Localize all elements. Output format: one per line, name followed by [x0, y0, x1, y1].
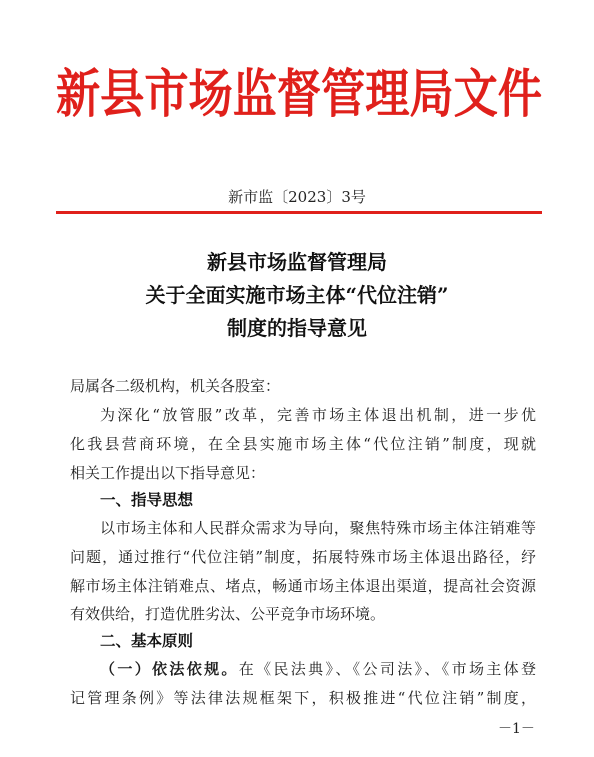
intro-line-1: 为深化“放管服”改革，完善市场主体退出机制，进一步优 [100, 406, 536, 424]
salutation: 局属各二级机构，机关各股室： [70, 377, 281, 395]
section1-line-1: 以市场主体和人民群众需求为导向，聚焦特殊市场主体注销难等 [100, 519, 536, 537]
red-divider-line [56, 211, 542, 214]
document-title-line-2: 关于全面实施市场主体“代位注销” [145, 283, 449, 307]
principle-1-line-2: 记管理条例》等法律法规框架下，积极推进“代位注销”制度， [70, 689, 536, 707]
section-heading-guiding-ideology: 一、指导思想 [100, 491, 194, 509]
section1-line-4: 有效供给，打造优胜劣汰、公平竞争市场环境。 [70, 605, 386, 623]
section-heading-basic-principles: 二、基本原则 [100, 632, 194, 650]
section1-line-2: 问题，通过推行“代位注销”制度，拓展特殊市场主体退出路径，纾 [70, 548, 536, 566]
masthead-title: 新县市场监督管理局文件 [56, 64, 542, 125]
section1-line-3: 解市场主体注销难点、堵点，畅通市场主体退出渠道，提高社会资源 [70, 577, 536, 595]
document-number: 新市监〔2023〕3号 [228, 188, 366, 206]
page-number: －1－ [498, 721, 535, 737]
intro-line-3: 相关工作提出以下指导意见： [70, 464, 266, 482]
principle-1-lead: （一）依法依规。 [100, 660, 239, 678]
document-title-line-1: 新县市场监督管理局 [207, 250, 387, 274]
red-masthead [56, 56, 542, 124]
intro-line-2: 化我县营商环境，在全县实施市场主体“代位注销”制度，现就 [70, 435, 536, 453]
document-title-line-3: 制度的指导意见 [227, 316, 367, 340]
principle-1-text: 在《民法典》、《公司法》、《市场主体登 [238, 660, 536, 678]
masthead-svg [56, 56, 542, 124]
principle-1-line-1 [100, 659, 536, 679]
